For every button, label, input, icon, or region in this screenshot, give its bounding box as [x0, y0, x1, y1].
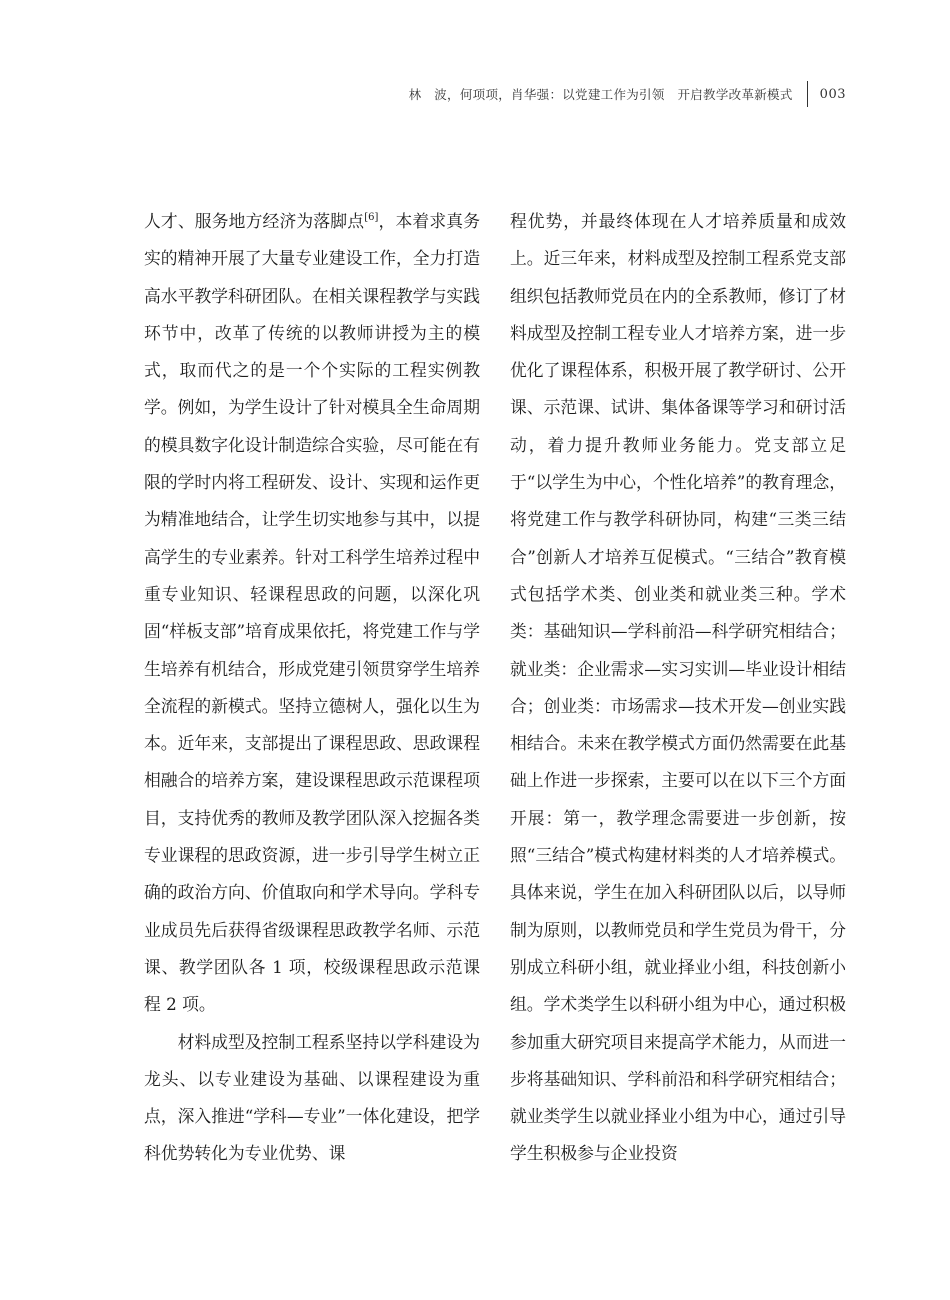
right-column: [510, 203, 846, 1173]
running-header: [409, 80, 846, 108]
page-number: 003: [819, 86, 846, 102]
left-paragraph-1: [144, 203, 480, 1024]
left-paragraph-2: 材料成型及控制工程系坚持以学科建设为龙头、以专业建设为基础、以课程建设为重点，深入推进“学科—专业”一体化建设，把学科优势转化为专业优势、课: [144, 1031, 481, 1164]
header-divider: [807, 81, 808, 107]
running-title: 林 波，何项项，肖华强：以党建工作为引领 开启教学改革新模式: [408, 87, 793, 102]
right-paragraph-1: 程优势，并最终体现在人才培养质量和成效上。近三年来，材料成型及控制工程系党支部组织包括教师党员在内的全系教师，修订了材料成型及控制工程专业人才培养方案，进一步优化了课程体系，积极开展了教学研讨、公开课、示范课、试讲、集体备课等学习和研讨活动，着力提升教师业务能力。党支部立足于“以学生为中心，个性化培养”的教育理念，将党建工作与教学科研协同，构建“三类三结合”创新人才培养互促模式。“三结合”教育模式包括学术类、创业类和就业类三种。学术类：基础知识—学科前沿—科学研究相结合；就业类：企业需求—实习实训—毕业设计相结合；创业类：市场需求—技术开发—创业实践相结合。未来在教学模式方面仍然需要在此基础上作进一步探索，主要可以在以下三个方面开展：第一，教学理念需要进一步创新，按照“三结合”模式构建材料类的人才培养模式。具体来说，学生在加入科研团队以后，以导师制为原则，以教师党员和学生党员为骨干，分别成立科研小组，就业择业小组，科技创新小组。学术类学生以科研小组为中心，通过积极参加重大研究项目来提高学术能力，从而进一步将基础知识、学科前沿和科学研究相结合；就业类学生以就业择业小组为中心，通过引导学生积极参与企业投资: [510, 211, 847, 1164]
citation-6: [6]: [364, 212, 379, 223]
left-column: [144, 203, 480, 1173]
left-paragraph-1-rest: ，本着求真务实的精神开展了大量专业建设工作，全力打造高水平教学科研团队。在相关课程教学与实践环节中，改革了传统的以教师讲授为主的模式，取而代之的是一个个实际的工程实例教学。例如，为学生设计了针对模具全生命周期的模具数字化设计制造综合实验，尽可能在有限的学时内将工程研发、设计、实现和运作更为精准地结合，让学生切实地参与其中，以提高学生的专业素养。针对工科学生培养过程中重专业知识、轻课程思政的问题，以深化巩固“样板支部”培育成果依托，将党建工作与学生培养有机结合，形成党建引领贯穿学生培养全流程的新模式。坚持立德树人，强化以生为本。近年来，支部提出了课程思政、思政课程相融合的培养方案，建设课程思政示范课程项目，支持优秀的教师及教学团队深入挖掘各类专业课程的思政资源，进一步引导学生树立正确的政治方向、价值取向和学术导向。学科专业成员先后获得省级课程思政教学名师、示范课、教学团队各 1 项，校级课程思政示范课程 2 项。: [144, 211, 481, 1015]
left-paragraph-1-start: 人才、服务地方经济为落脚点: [144, 211, 365, 231]
